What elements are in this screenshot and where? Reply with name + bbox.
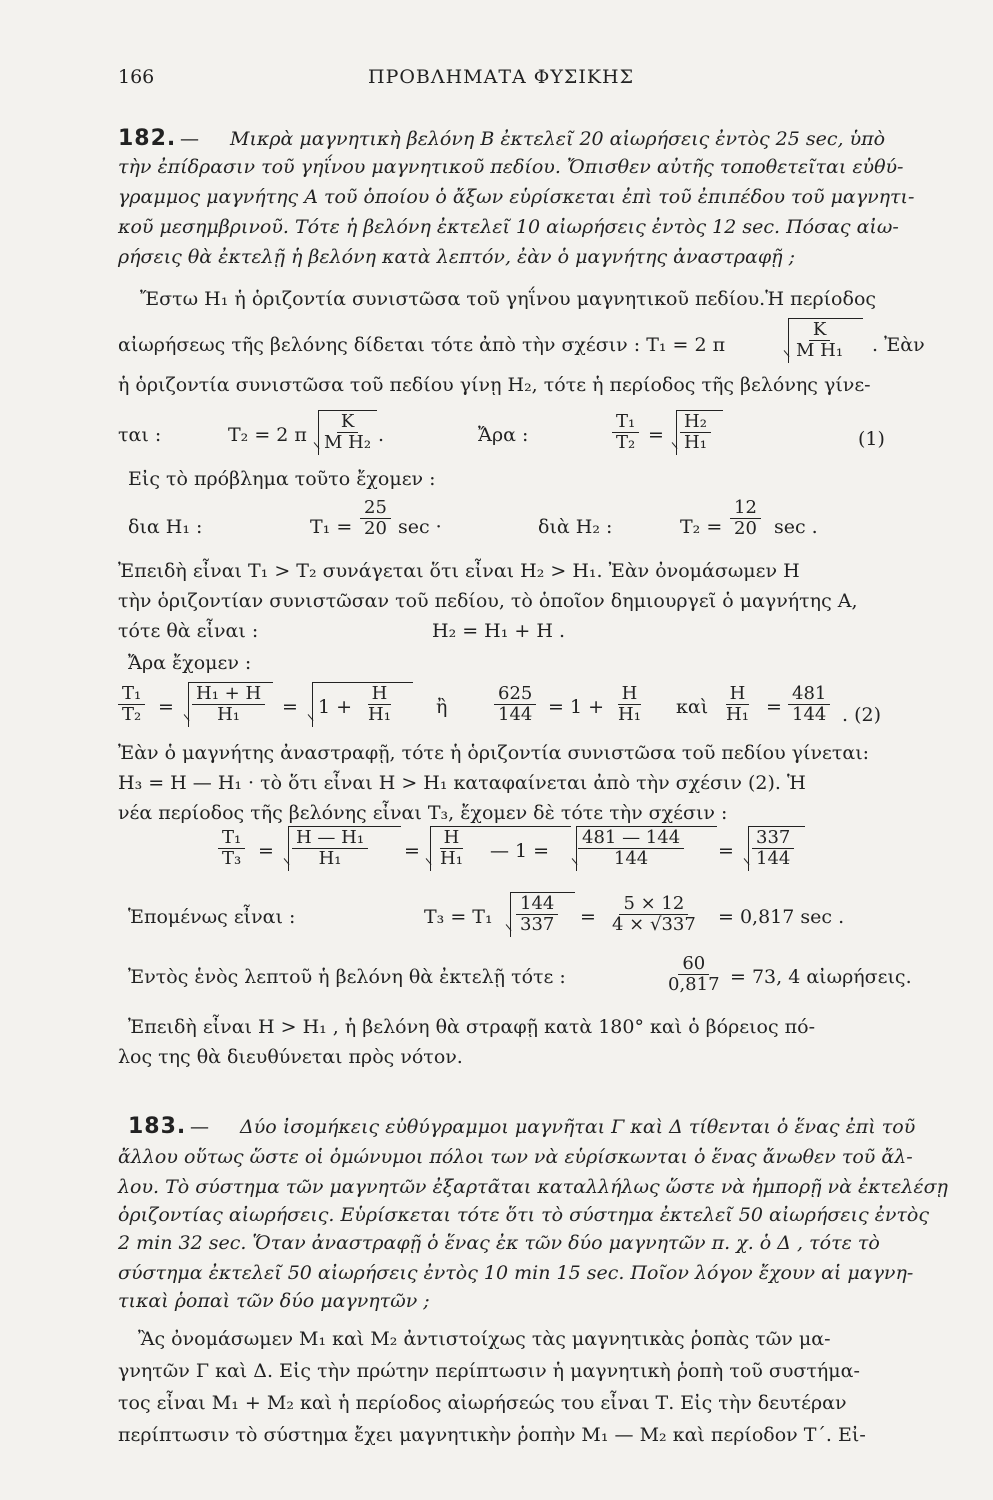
statement-line: γραμμος μαγνήτης Α τοῦ ὁποίου ὁ ἄξων εὑρίσκεται ἐπὶ τοῦ ἐπιπέδου τοῦ μαγνητι- xyxy=(118,186,915,208)
solution-text: Ἐντὸς ἑνὸς λεπτοῦ ἡ βελόνη θὰ ἐκτελῇ τότε : xyxy=(128,966,566,988)
solution-text: = xyxy=(648,424,664,446)
solution-text: sec . xyxy=(774,516,818,538)
statement-line: ρήσεις θὰ ἐκτελῇ ἡ βελόνη κατὰ λεπτόν, ἐὰν ὁ μαγνήτης ἀναστραφῇ ; xyxy=(118,246,795,268)
solution-line: Ἂς ὀνομάσωμεν Μ₁ καὶ Μ₂ ἀντιστοίχως τὰς μαγνητικὰς ῥοπὰς τῶν μα- xyxy=(138,1328,831,1350)
solution-text: . xyxy=(378,424,385,446)
solution-text: = xyxy=(158,696,174,718)
equation-tag: (1) xyxy=(858,428,885,450)
solution-text: = xyxy=(258,840,274,862)
statement-line: Μικρὰ μαγνητικὴ βελόνη Β ἐκτελεῖ 20 αἰωρήσεις ἐντὸς 25 sec, ὑπὸ xyxy=(230,128,886,150)
solution-text: = xyxy=(718,840,734,862)
solution-text: Η₂ = Η₁ + Η . xyxy=(432,620,566,642)
solution-line: Ἐπειδὴ εἶναι Η > Η₁ , ἡ βελόνη θὰ στραφῇ κατὰ 180° καὶ ὁ βόρειος πό- xyxy=(128,1016,816,1038)
solution-text: = xyxy=(580,906,596,928)
problem-dash: — xyxy=(180,128,199,150)
fraction: $\frac{5 \times 12}{4 \times √337}$ xyxy=(612,893,696,935)
solution-text: — 1 = xyxy=(490,840,550,862)
fraction: $\frac{H}{\text{Η₁}}$ xyxy=(440,827,463,869)
solution-line: Ἄρα ἔχομεν : xyxy=(128,652,252,674)
fraction: $\frac{\text{Η — Η₁}}{\text{Η₁}}$ xyxy=(292,828,368,869)
fraction: $\frac{481}{144}$ xyxy=(788,684,830,725)
fraction: $\frac{H}{\text{Η₁}}$ xyxy=(368,683,391,725)
solution-text: = 1 + xyxy=(548,696,605,718)
solution-text: = xyxy=(282,696,298,718)
solution-text: Ἑπομένως εἶναι : xyxy=(128,906,296,928)
fraction: $\frac{25}{20}$ xyxy=(360,498,391,539)
statement-line: 2 min 32 sec. Ὅταν ἀναστραφῇ ὁ ἕνας ἐκ τῶν δύο μαγνητῶν π. χ. ὁ Δ , τότε τὸ xyxy=(118,1232,880,1254)
solution-text: sec · xyxy=(398,516,442,538)
fraction: $\frac{\text{Η₂}}{\text{Η₁}}$ xyxy=(680,412,711,453)
fraction: $\frac{144}{337}$ xyxy=(516,894,558,935)
fraction: $\frac{337}{144}$ xyxy=(752,828,794,869)
fraction: $\frac{K}{\text{M H₁}}$ xyxy=(796,319,844,361)
solution-text: . Ἐὰν xyxy=(872,334,925,356)
solution-text: = 73, 4 αἰωρήσεις. xyxy=(730,966,912,988)
solution-text: διὰ Η₂ : xyxy=(538,516,613,538)
equation-tag: . (2) xyxy=(842,704,881,726)
solution-text: = xyxy=(404,840,420,862)
fraction: $\frac{\text{Τ₁}}{\text{Τ₂}}$ xyxy=(118,684,145,725)
statement-line: σύστημα ἐκτελεῖ 50 αἰωρήσεις ἐντὸς 10 min 15 sec. Ποῖον λόγον ἔχουν αἱ μαγνη- xyxy=(118,1262,914,1284)
solution-line: περίπτωσιν τὸ σύστημα ἔχει μαγνητικὴν ῥοπὴν Μ₁ — Μ₂ καὶ περίοδον Τ΄. Εἰ- xyxy=(118,1424,866,1446)
problem-number-182: 182. xyxy=(118,126,177,151)
fraction: $\frac{481 — 144}{144}$ xyxy=(578,828,684,869)
solution-line: Η₃ = Η — Η₁ · τὸ ὅτι εἶναι Η > Η₁ καταφαίνεται ἀπὸ τὴν σχέσιν (2). Ἡ xyxy=(118,772,806,794)
solution-text: Ἄρα : xyxy=(478,424,529,446)
statement-line: τικαὶ ῥοπαὶ τῶν δύο μαγνητῶν ; xyxy=(118,1290,430,1312)
fraction: $\frac{K}{\text{M H₂}}$ xyxy=(324,411,372,453)
solution-line: τὴν ὁριζοντίαν συνιστῶσαν τοῦ πεδίου, τὸ ὁποῖον δημιουργεῖ ὁ μαγνήτης Α, xyxy=(118,590,858,612)
solution-text: Τ₂ = xyxy=(680,516,723,538)
running-title: ΠΡΟΒΛΗΜΑΤΑ ΦΥΣΙΚΗΣ xyxy=(368,66,635,88)
solution-line: γνητῶν Γ καὶ Δ. Εἰς τὴν πρώτην περίπτωσιν ἡ μαγνητικὴ ῥοπὴ τοῦ συστήμα- xyxy=(118,1360,860,1382)
solution-text: Τ₃ = Τ₁ xyxy=(424,906,493,928)
solution-text: τότε θὰ εἶναι : xyxy=(118,620,259,642)
solution-line: νέα περίοδος τῆς βελόνης εἶναι Τ₃, ἔχομεν δὲ τότε τὴν σχέσιν : xyxy=(118,802,728,824)
solution-text: 1 + xyxy=(318,696,353,718)
solution-line: Ἐὰν ὁ μαγνήτης ἀναστραφῇ, τότε ἡ ὁριζοντία συνιστῶσα τοῦ πεδίου γίνεται: xyxy=(118,742,870,764)
solution-text: = xyxy=(766,696,782,718)
fraction: $\frac{60}{0,817}$ xyxy=(668,953,720,995)
fraction: $\frac{\text{Η₁ + Η}}{\text{Η₁}}$ xyxy=(192,684,265,725)
fraction: $\frac{H}{\text{Η₁}}$ xyxy=(726,683,749,725)
solution-line: ἡ ὁριζοντία συνιστῶσα τοῦ πεδίου γίνῃ Η₂, τότε ἡ περίοδος τῆς βελόνης γίνε- xyxy=(118,374,871,396)
problem-dash: — xyxy=(190,1116,209,1138)
statement-line: λου. Τὸ σύστημα τῶν μαγνητῶν ἐξαρτᾶται καταλλήλως ὥστε νὰ ἠμπορῇ νὰ ἐκτελέσῃ xyxy=(118,1176,948,1198)
fraction: $\frac{\text{Τ₁}}{\text{Τ₃}}$ xyxy=(218,828,245,869)
solution-text: Τ₁ = xyxy=(310,516,353,538)
statement-line: ὁριζοντίας αἰωρήσεις. Εὑρίσκεται τότε ὅτι τὸ σύστημα ἐκτελεῖ 50 αἰωρήσεις ἐντὸς xyxy=(118,1204,929,1226)
solution-text: ται : xyxy=(118,424,162,446)
fraction: $\frac{12}{20}$ xyxy=(730,498,761,539)
solution-text: καὶ xyxy=(676,696,709,718)
page-number: 166 xyxy=(118,66,155,88)
solution-text: = 0,817 sec . xyxy=(718,906,845,928)
solution-text: δια Η₁ : xyxy=(128,516,203,538)
solution-text: Τ₂ = 2 π xyxy=(228,424,307,446)
fraction: $\frac{\text{Τ₁}}{\text{Τ₂}}$ xyxy=(612,412,639,453)
problem-number-183: 183. xyxy=(128,1114,187,1139)
fraction: $\frac{H}{\text{Η₁}}$ xyxy=(618,683,641,725)
solution-line: Ἔστω Η₁ ἡ ὁριζοντία συνιστῶσα τοῦ γηΐνου μαγνητικοῦ πεδίου.Ἡ περίοδος xyxy=(140,288,877,310)
statement-line: ἄλλου οὕτως ὥστε οἱ ὁμώνυμοι πόλοι των νὰ εὑρίσκωνται ὁ ἕνας ἄνωθεν τοῦ ἄλ- xyxy=(118,1146,913,1168)
solution-line: λος της θὰ διευθύνεται πρὸς νότον. xyxy=(118,1046,463,1068)
statement-line: τὴν ἐπίδρασιν τοῦ γηΐνου μαγνητικοῦ πεδίου. Ὄπισθεν αὐτῆς τοποθετεῖται εὐθύ- xyxy=(118,156,904,178)
solution-line: τος εἶναι Μ₁ + Μ₂ καὶ ἡ περίοδος αἰωρήσεώς του εἶναι Τ. Εἰς τὴν δευτέραν xyxy=(118,1392,847,1414)
solution-line: Εἰς τὸ πρόβλημα τοῦτο ἔχομεν : xyxy=(128,468,436,490)
statement-line: κοῦ μεσημβρινοῦ. Τότε ἡ βελόνη ἐκτελεῖ 10 αἰωρήσεις ἐντὸς 12 sec. Πόσας αἰω- xyxy=(118,216,899,238)
solution-line: αἰωρήσεως τῆς βελόνης δίδεται τότε ἀπὸ τὴν σχέσιν : Τ₁ = 2 π xyxy=(118,334,726,356)
statement-line: Δύο ἰσομήκεις εὐθύγραμμοι μαγνῆται Γ καὶ Δ τίθενται ὁ ἕνας ἐπὶ τοῦ xyxy=(240,1116,916,1138)
solution-line: Ἐπειδὴ εἶναι Τ₁ > Τ₂ συνάγεται ὅτι εἶναι Η₂ > Η₁. Ἐὰν ὀνομάσωμεν Η xyxy=(118,560,800,582)
solution-text: ἢ xyxy=(436,696,448,718)
fraction: $\frac{625}{144}$ xyxy=(494,684,536,725)
